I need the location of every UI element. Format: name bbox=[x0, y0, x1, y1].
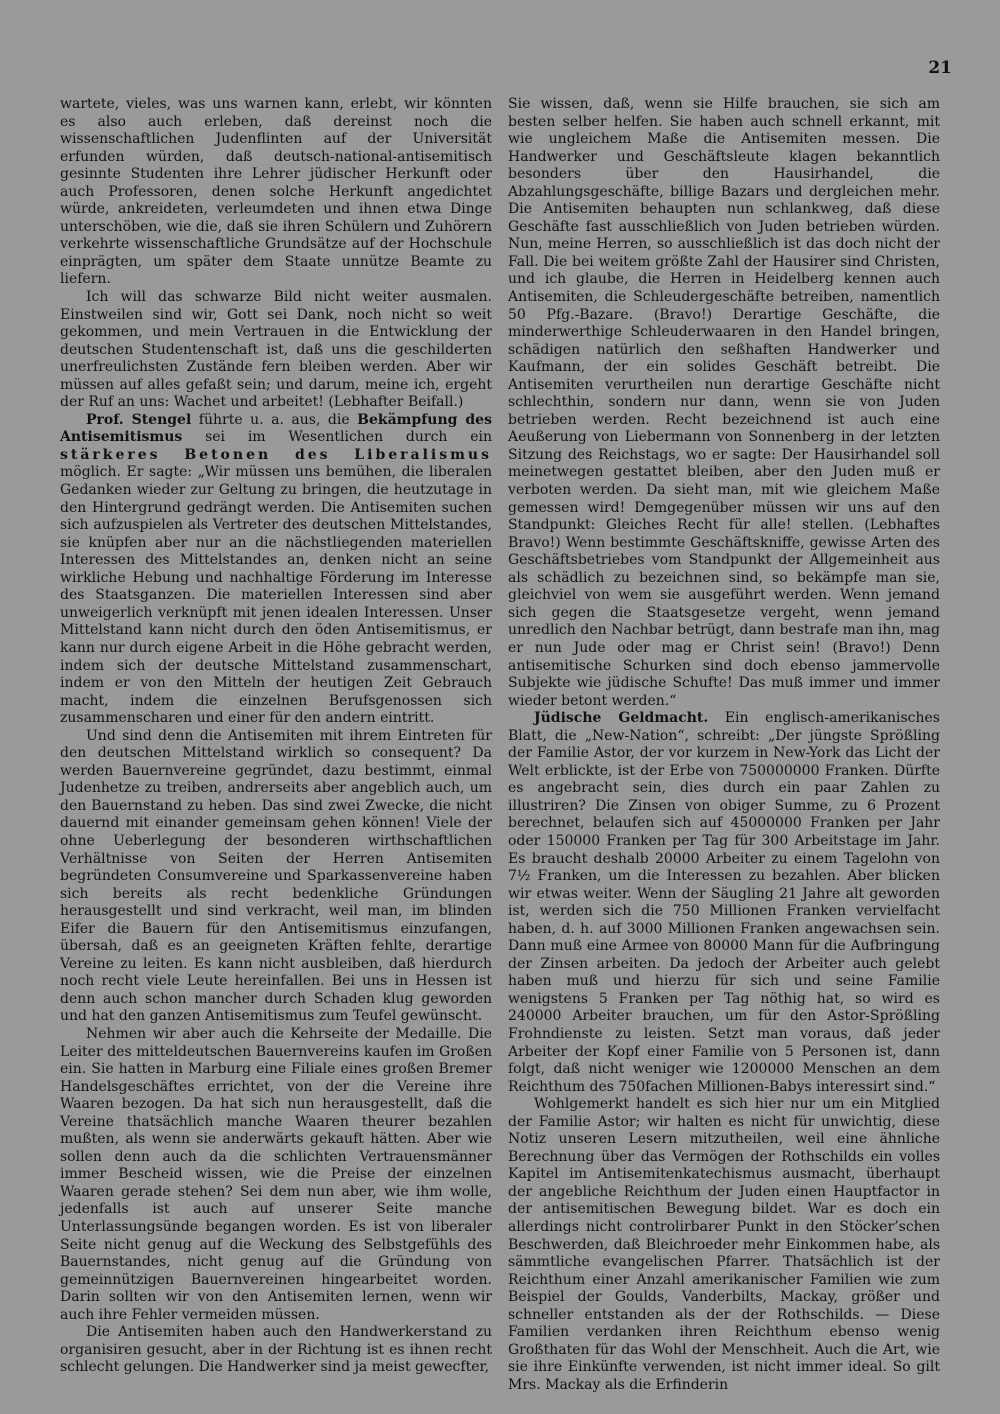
paragraph: wartete, vieles, was uns warnen kann, erlebt, wir könnten es also auch erleben, daß dereinst noch die wissenschaftlichen Judenflinten auf der Universität erfunden würden, daß deutsch-national-antisemitisch gesinnte Studenten ihre Lehrer jüdischer Herkunft oder auch Professoren, denen solche Herkunft angedichtet würde, ankreideten, verleumdeten und ihnen etwa Dinge unterschöben, wie die, daß sie ihren Schülern und Zuhörern verkehrte wissenschaftliche Grundsätze auf der Hochschule einprägten, um später dem Staate unnütze Beamte zu liefern. bbox=[60, 96, 492, 288]
paragraph bbox=[508, 710, 940, 1096]
paragraph: Und sind denn die Antisemiten mit ihrem Eintreten für den deutschen Mittelstand wirklich so consequent? Da werden Bauernvereine gegründet, dazu bestimmt, einmal Judenhetze zu treiben, andrerseits aber angeblich auch, um den Bauernstand zu heben. Das sind zwei Zwecke, die nicht dauernd mit einander gemeinsam gehen können! Viele der ohne Ueberlegung der besonderen wirthschaftlichen Verhältnisse von Seiten der Herren Antisemiten begründeten Consumvereine und Sparkassenvereine haben sich bereits als recht bedenkliche Gründungen herausgestellt und sind verkracht, weil man, im blinden Eifer die Bauern für den Antisemitismus einzufangen, übersah, daß es an geeigneten Kräften fehlte, derartige Vereine zu leiten. Es kann nicht ausbleiben, daß hierdurch noch recht viele Leute hereinfallen. Bei uns in Hessen ist denn auch schon mancher durch Schaden klug geworden und hat den ganzen Antisemitismus zum Teufel gewünscht. bbox=[60, 727, 492, 1025]
emphasis-spaced: stärkeres Betonen des Liberalismus bbox=[60, 446, 492, 463]
text-run: sei im Wesentlichen durch ein bbox=[182, 429, 492, 446]
emphasis: Bekämpfung des Antisemitismus bbox=[60, 411, 492, 446]
paragraph bbox=[60, 412, 492, 728]
section-heading: Jüdische Geldmacht. bbox=[534, 710, 709, 727]
speaker-name: Prof. Stengel bbox=[86, 411, 192, 428]
paragraph: Wohlgemerkt handelt es sich hier nur um ein Mitglied der Familie Astor; wir halten es nicht für unwichtig, diese Notiz unseren Lesern mitzutheilen, weil eine ähnliche Berechnung über das Vermögen der Rothschilds ein volles Kapitel im Antisemitenkatechismus ausmacht, überhaupt der angebliche Reichthum der Juden einen Hauptfactor in der antisemitischen Bewegung bildet. War es doch ein allerdings nicht controlirbarer Punkt in den Stöcker’schen Beschwerden, daß Bleichroeder mehr Einkommen habe, als sämmtliche evangelischen Pfarrer. Thatsächlich ist der Reichthum einer Anzahl amerikanischer Familien wie zum Beispiel der Goulds, Vanderbilts, Mackay, größer und schneller entstanden als der der Rothschilds. — Diese Familien verdanken ihren Reichthum ebenso wenig Großthaten für das Wohl der Menschheit. Auch die Art, wie sie ihre Einkünfte verwenden, ist nicht immer ideal. So gilt Mrs. Mackay als die Erfinderin bbox=[508, 1096, 940, 1393]
text-run: führte u. a. aus, die bbox=[191, 411, 358, 428]
right-column bbox=[508, 96, 940, 1394]
paragraph: Ich will das schwarze Bild nicht weiter ausmalen. Einstweilen sind wir, Gott sei Dank, noch nicht so weit gekommen, und mein Vertrauen in die Entwicklung der deutschen Studentenschaft ist, daß uns die geschilderten unerfreulichsten Zustände fern bleiben werden. Aber wir müssen auf alles gefaßt sein; und darum, meine ich, ergeht der Ruf an uns: Wachet und arbeitet! (Lebhafter Beifall.) bbox=[60, 289, 492, 411]
paragraph: Nehmen wir aber auch die Kehrseite der Medaille. Die Leiter des mitteldeutschen Bauernvereins kaufen im Großen ein. Sie hatten in Marburg eine Filiale eines großen Bremer Handelsgeschäftes errichtet, von der die Vereine ihre Waaren bezogen. Da hat sich nun herausgestellt, daß die Vereine thatsächlich manche Waaren theurer bezahlen mußten, als wenn sie anderwärts gekauft hätten. Aber wie sollen denn auch da die schlichten Vertrauensmänner immer Bescheid wissen, wie die Preise der einzelnen Waaren gerade stehen? Sei dem nun aber, wie ihm wolle, jedenfalls ist auch auf unserer Seite manche Unterlassungsünde begangen worden. Es ist von liberaler Seite nicht genug auf die Weckung des Selbstgefühls des Bauernstandes, nicht genug auf die Gründung von gemeinnützigen Bauernvereinen hingearbeitet worden. Darin sollten wir von den Antisemiten lernen, wenn wir auch ihre Fehler vermeiden müssen. bbox=[60, 1025, 492, 1323]
left-column bbox=[60, 96, 492, 1377]
paragraph: Sie wissen, daß, wenn sie Hilfe brauchen, sie sich am besten selber helfen. Sie haben auch schnell erkannt, mit wie ungleichem Maße die Antisemiten messen. Die Handwerker und Geschäftsleute klagen bekanntlich besonders über den Hausirhandel, die Abzahlungsgeschäfte, billige Bazars und dergleichen mehr. Die Antisemiten behaupten nun schlankweg, daß diese Geschäfte fast ausschließlich von Juden betrieben würden. Nun, meine Herren, so ausschließlich ist das doch nicht der Fall. Die bei weitem größte Zahl der Hausirer sind Christen, und ich glaube, die Herren in Heidelberg kennen auch Antisemiten, die Schleudergeschäfte betreiben, namentlich 50 Pfg.-Bazare. (Bravo!) Derartige Geschäfte, die minderwerthige Schleuderwaaren in den Handel bringen, schädigen natürlich den seßhaften Handwerker und Kaufmann, der ein solides Geschäft betreibt. Die Antisemiten verurtheilen nun derartige Geschäfte nicht schlechthin, sondern nur dann, wenn sie von Juden betrieben werden. Recht bezeichnend ist auch eine Aeußerung von Liebermann von Sonnenberg in der letzten Sitzung des Reichstags, wo er sagte: Der Hausirhandel soll meinetwegen gestattet bleiben, aber den Juden muß er verboten werden. Da sieht man, mit wie gleichem Maße gemessen wird! Demgegenüber müssen wir uns auf den Standpunkt: Gleiches Recht für alle! stellen. (Lebhaftes Bravo!) Wenn bestimmte Geschäftskniffe, gewisse Arten des Geschäftsbetriebes vom Standpunkt der Allgemeinheit aus als schädlich zu bezeichnen sind, so bekämpfe man sie, gleichviel von wem sie ausgeführt werden. Wenn jemand sich gegen die Staatsgesetze vergeht, wenn jemand unredlich den Nachbar betrügt, dann bestrafe man ihn, mag er nun Jude oder mag er Christ sein! (Bravo!) Denn antisemitische Schurken sind doch ebenso jammervolle Subjekte wie jüdische Schufte! Das muß immer und immer wieder betont werden.“ bbox=[508, 96, 940, 709]
text-run: möglich. Er sagte: „Wir müssen uns bemühen, die liberalen Gedanken wieder zur Geltung zu bringen, die heutzutage in den Hintergrund gedrängt werden. Die Antisemiten suchen sich aufzuspielen als Vertreter des deutschen Mittelstandes, sie knüpfen aber nur an die nächstliegenden materiellen Interessen des Mittelstandes an, denken nicht an seine wirkliche Hebung und nachhaltige Förderung im Interesse des Staatsganzen. Die materiellen Interessen sind aber unweigerlich verknüpft mit jenen idealen Interessen. Unser Mittelstand kann nicht durch den öden Antisemitismus, er kann nur durch eigene Arbeit in die Höhe gebracht werden, indem sich der deutsche Mittelstand zusammenschart, indem er von den Mitteln der heutigen Zeit Gebrauch macht, indem die einzelnen Berufsgenossen sich zusammenscharen und einer für den andern eintritt. bbox=[60, 464, 492, 727]
page-number: 21 bbox=[928, 58, 952, 78]
text-run: Ein englisch-amerikanisches Blatt, die „New-Nation“, schreibt: „Der jüngste Sprößling der Familie Astor, der vor kurzem in New-York das Licht der Welt erblickte, ist der Erbe von 750000000 Franken. Dürfte es angebracht sein, dies durch ein paar Zahlen zu illustriren? Die Zinsen von obiger Summe, zu 6 Prozent berechnet, belaufen sich auf 45000000 Franken per Jahr oder 150000 Franken per Tag für 300 Arbeitstage im Jahr. Es braucht deshalb 20000 Arbeiter zu einem Tagelohn von 7½ Franken, um die Interessen zu bezahlen. Aber blicken wir etwas weiter. Wenn der Säugling 21 Jahre alt geworden ist, werden sich die 750 Millionen Franken vervielfacht haben, d. h. auf 3000 Millionen Franken angewachsen sein. Dann muß eine Armee von 80000 Mann für die Aufbringung der Zinsen arbeiten. Da jedoch der Arbeiter auch gelebt haben muß und hierzu für sich und seine Familie wenigstens 5 Franken per Tag nöthig hat, so wird es 240000 Arbeiter brauchen, um für den Astor-Sprößling Frohndienste zu leisten. Setzt man voraus, daß jeder Arbeiter der Kopf einer Familie von 5 Personen ist, dann folgt, daß nicht weniger wie 1200000 Menschen an dem Reichthum des 750fachen Millionen-Babys interessirt sind.“ bbox=[508, 710, 940, 1095]
paragraph: Die Antisemiten haben auch den Handwerkerstand zu organisiren gesucht, aber in der Richtung ist es ihnen recht schlecht gelungen. Die Handwerker sind ja meist gewecfter, bbox=[60, 1324, 492, 1376]
